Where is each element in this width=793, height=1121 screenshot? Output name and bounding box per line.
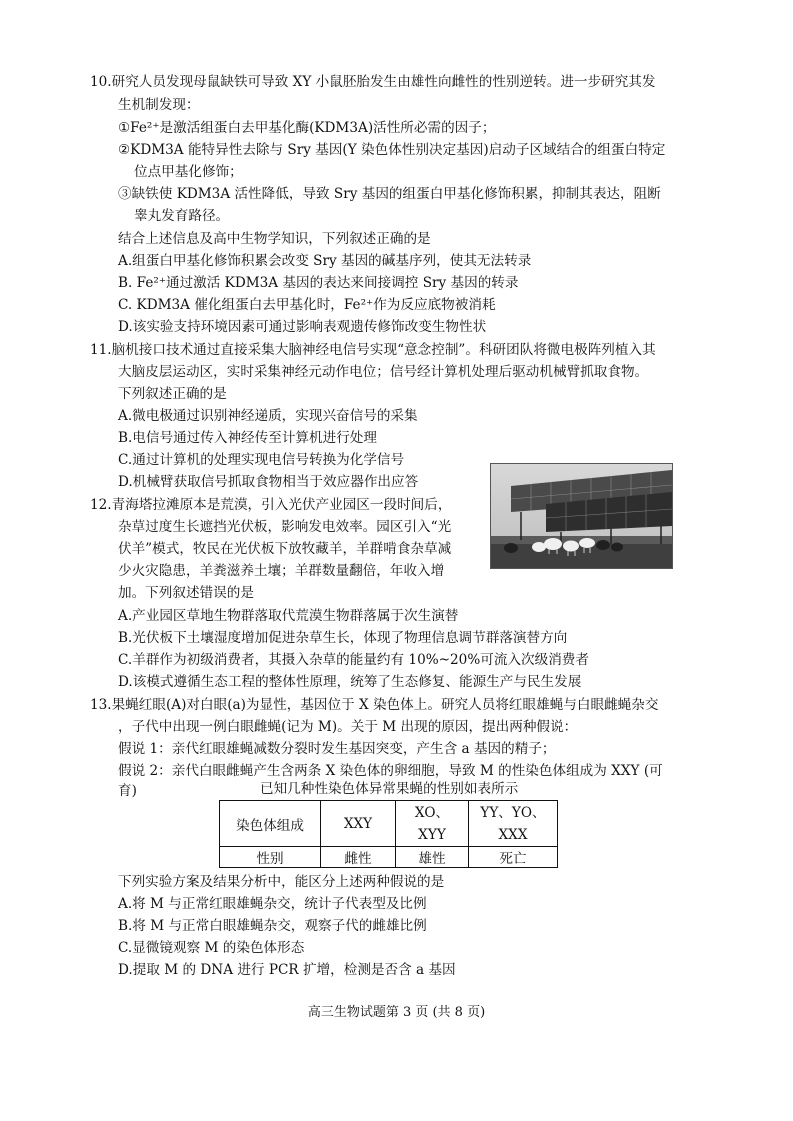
q12-stem-line5: 加。下列叙述错误的是 — [118, 585, 254, 601]
q13-stem-line1: 13.果蝇红眼(A)对白眼(a)为显性，基因位于 X 染色体上。研究人员将红眼雄蝇与白眼雌蝇杂交 — [90, 697, 659, 713]
sex-chromosome-table — [219, 800, 558, 868]
q10-option-c: C. KDM3A 催化组蛋白去甲基化时，Fe²⁺作为反应底物被消耗 — [118, 297, 496, 313]
q11-option-a: A.微电极通过识别神经递质，实现兴奋信号的采集 — [118, 408, 418, 424]
q13-stem-line2: ，子代中出现一例白眼雌蝇(记为 M)。关于 M 出现的原因，提出两种假说： — [118, 719, 578, 735]
q12-option-b: B.光伏板下土壤湿度增加促进杂草生长，体现了物理信息调节群落演替方向 — [118, 630, 568, 646]
table-cell-xxy: XXY — [321, 801, 396, 847]
q12-option-d: D.该模式遵循生态工程的整体性原理，统筹了生态修复、能源生产与民生发展 — [118, 674, 582, 690]
q10-option-d: D.该实验支持环境因素可通过影响表观遗传修饰改变生物性状 — [118, 319, 487, 335]
table-caption: 已知几种性染色体异常果蝇的性别如表所示 — [260, 781, 519, 797]
q11-option-c: C.通过计算机的处理实现电信号转换为化学信号 — [118, 452, 405, 468]
q10-option-b: B. Fe²⁺通过激活 KDM3A 基因的表达来间接调控 Sry 基因的转录 — [118, 275, 519, 291]
q11-stem-line3: 下列叙述正确的是 — [118, 386, 227, 402]
q10-stem-line2: 生机制发现： — [118, 97, 200, 113]
q10-finding3-line1: ③缺铁使 KDM3A 活性降低，导致 Sry 基因的组蛋白甲基化修饰积累，抑制其表达，阻断 — [118, 186, 661, 202]
table-cell-male: 雄性 — [396, 847, 469, 868]
q12-stem-line4: 少火灾隐患，羊粪滋养土壤；羊群数量翻倍，年收入增 — [118, 563, 445, 579]
q10-stem-line1: 10.研究人员发现母鼠缺铁可导致 XY 小鼠胚胎发生由雄性向雌性的性别逆转。进一步研究其发 — [90, 74, 656, 90]
q13-option-b: B.将 M 与正常白眼雄蝇杂交，观察子代的雌雄比例 — [118, 918, 427, 934]
table-row-label-sex: 性别 — [220, 847, 321, 868]
q13-hypothesis2-line2: 育) — [118, 783, 137, 799]
q11-option-d: D.机械臂获取信号抓取食物相当于效应器作出应答 — [118, 474, 419, 490]
q12-option-c: C.羊群作为初级消费者，其摄入杂草的能量约有 10%~20%可流入次级消费者 — [118, 652, 589, 668]
q13-question: 下列实验方案及结果分析中，能区分上述两种假说的是 — [118, 874, 445, 890]
table-cell-yy-yo-xxx: YY、YO、 XXX — [469, 801, 558, 847]
q10-finding2-line1: ②KDM3A 能特异性去除与 Sry 基因(Y 染色体性别决定基因)启动子区域结合的组蛋白特定 — [118, 142, 666, 158]
q10-option-a: A.组蛋白甲基化修饰积累会改变 Sry 基因的碱基序列，使其无法转录 — [118, 253, 532, 269]
q13-hypothesis1: 假说 1：亲代红眼雄蝇减数分裂时发生基因突变，产生含 a 基因的精子； — [118, 741, 556, 757]
table-header-label: 染色体组成 — [220, 801, 321, 847]
q11-stem-line2: 大脑皮层运动区，实时采集神经元动作电位；信号经计算机处理后驱动机械臂抓取食物。 — [118, 364, 649, 380]
q10-finding3-line2: 睾丸发育路径。 — [134, 208, 230, 224]
q10-question: 结合上述信息及高中生物学知识，下列叙述正确的是 — [118, 231, 431, 247]
solar-sheep-photo — [490, 463, 673, 569]
q13-option-d: D.提取 M 的 DNA 进行 PCR 扩增，检测是否含 a 基因 — [118, 962, 456, 978]
q10-finding1: ①Fe²⁺是激活组蛋白去甲基化酶(KDM3A)活性所必需的因子； — [118, 120, 496, 136]
q11-stem-line1: 11.脑机接口技术通过直接采集大脑神经电信号实现“意念控制”。科研团队将微电极阵列植入其 — [90, 342, 656, 358]
q12-stem-line1: 12.青海塔拉滩原本是荒漠，引入光伏产业园区一段时间后， — [90, 497, 452, 513]
q13-option-a: A.将 M 与正常红眼雄蝇杂交，统计子代表型及比例 — [118, 896, 427, 912]
q12-stem-line2: 杂草过度生长遮挡光伏板，影响发电效率。园区引入“光 — [118, 519, 452, 535]
table-cell-female: 雌性 — [321, 847, 396, 868]
q12-option-a: A.产业园区草地生物群落取代荒漠生物群落属于次生演替 — [118, 608, 459, 624]
q13-hypothesis2-line1: 假说 2：亲代白眼雌蝇产生含两条 X 染色体的卵细胞，导致 M 的性染色体组成为 XXY (可 — [118, 763, 663, 779]
table-cell-xo-xyy: XO、 XYY — [396, 801, 469, 847]
table-cell-dead: 死亡 — [469, 847, 558, 868]
page-footer: 高三生物试题第 3 页 (共 8 页) — [307, 1005, 486, 1020]
q13-option-c: C.显微镜观察 M 的染色体形态 — [118, 940, 305, 956]
q11-option-b: B.电信号通过传入神经传至计算机进行处理 — [118, 430, 377, 446]
q12-stem-line3: 伏羊”模式，牧民在光伏板下放牧藏羊，羊群啃食杂草减 — [118, 541, 452, 557]
q10-finding2-line2: 位点甲基化修饰； — [134, 164, 243, 180]
